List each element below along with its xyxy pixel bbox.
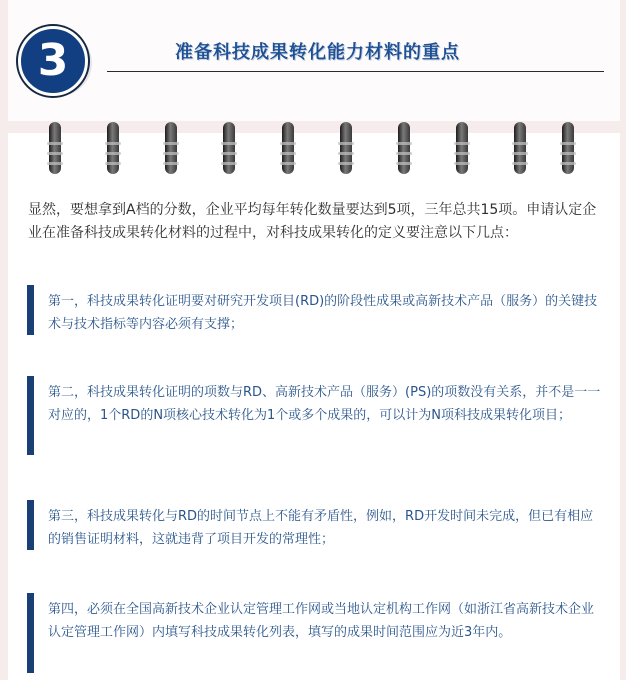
section-number-badge: 3 (18, 26, 88, 96)
section-title: 准备科技成果转化能力材料的重点 (175, 42, 460, 63)
point-accent-bar (27, 500, 34, 550)
binder-ring-icon (340, 122, 352, 174)
point-item-3 (27, 500, 602, 550)
binder-ring-icon (456, 122, 468, 174)
binder-ring-icon (562, 122, 574, 174)
binder-ring-icon (107, 122, 119, 174)
binder-ring-icon (49, 122, 61, 174)
point-text: 第一，科技成果转化证明要对研究开发项目(RD)的阶段性成果或高新技术产品（服务）的关键技术与技术指标等内容必须有支撑； (48, 294, 598, 332)
point-accent-bar (27, 376, 34, 455)
binder-ring-icon (165, 122, 177, 174)
point-item-4 (27, 593, 602, 673)
point-accent-bar (27, 593, 34, 673)
point-text: 第三，科技成果转化与RD的时间节点上不能有矛盾性，例如，RD开发时间未完成，但已有相应的销售证明材料，这就违背了项目开发的常理性； (48, 509, 594, 547)
point-item-1 (27, 285, 602, 335)
point-text: 第二，科技成果转化证明的项数与RD、高新技术产品（服务）(PS)的项数没有关系，并不是一一对应的，1个RD的N项核心技术转化为1个或多个成果的，可以计为N项科技成果转化项目； (48, 385, 601, 423)
point-accent-bar (27, 285, 34, 335)
point-item-2 (27, 376, 602, 455)
binder-ring-icon (282, 122, 294, 174)
point-text: 第四，必须在全国高新技术企业认定管理工作网或当地认定机构工作网（如浙江省高新技术企业认定管理工作网）内填写科技成果转化列表，填写的成果时间范围应为近3年内。 (48, 602, 595, 640)
binder-ring-icon (514, 122, 526, 174)
section-title-underline (107, 71, 604, 72)
intro-paragraph: 显然，要想拿到A档的分数，企业平均每年转化数量要达到5项，三年总共15项。申请认定企业在准备科技成果转化材料的过程中，对科技成果转化的定义要注意以下几点： (28, 202, 597, 241)
binder-ring-icon (398, 122, 410, 174)
binder-ring-icon (223, 122, 235, 174)
